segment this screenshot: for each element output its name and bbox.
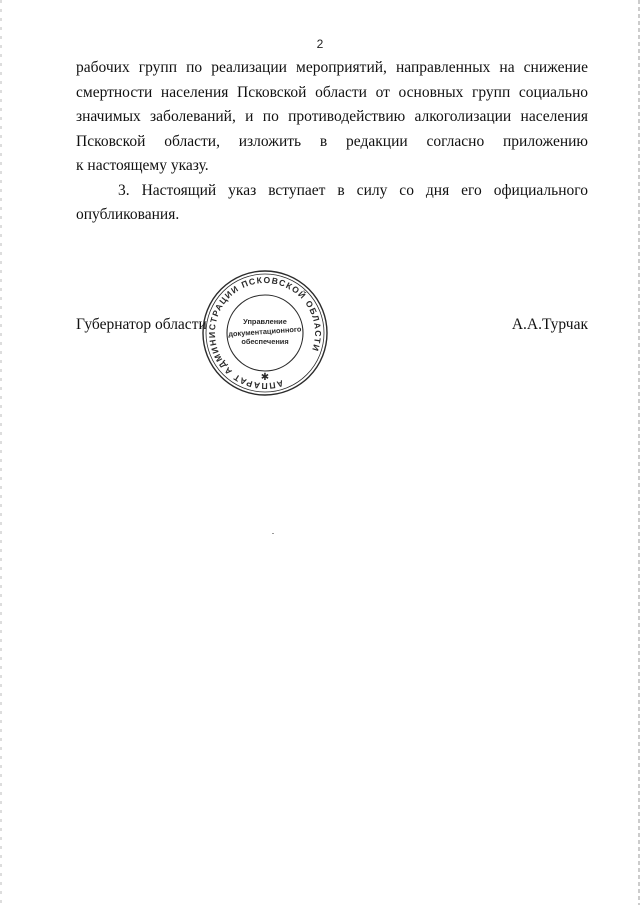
paragraph-line: опубликования. (76, 206, 180, 223)
paragraph-line: смертности населения Псковской области от основных групп социально (76, 83, 588, 101)
stamp-center-line: обеспечения (241, 337, 289, 346)
stamp-ring-text: АППАРАТ АДМИНИСТРАЦИИ ПСКОВСКОЙ ОБЛАСТИ (206, 274, 324, 392)
document-body (76, 56, 588, 228)
signatory-title: Губернатор области (76, 316, 207, 333)
paragraph-line: рабочих групп по реализации мероприятий, направленных на снижение (76, 59, 588, 76)
official-stamp (200, 268, 330, 398)
stamp-star-icon: ✱ (260, 372, 270, 383)
paragraph-line: Псковской области, изложить в редакции согласно приложению (76, 132, 588, 150)
page-number: 2 (316, 37, 324, 51)
scan-edge-left (0, 0, 2, 905)
paragraph-line: к настоящему указу. (76, 157, 209, 174)
paragraph-line: значимых заболеваний, и по противодействию алкоголизации населения (76, 108, 588, 125)
scan-speck (272, 533, 274, 534)
stamp-center-line: Управление (243, 317, 287, 326)
signatory-name: А.А.Турчак (511, 316, 588, 333)
paragraph-line: 3. Настоящий указ вступает в силу со дня его официального (118, 181, 588, 199)
stamp-center-line: документационного (227, 324, 302, 339)
